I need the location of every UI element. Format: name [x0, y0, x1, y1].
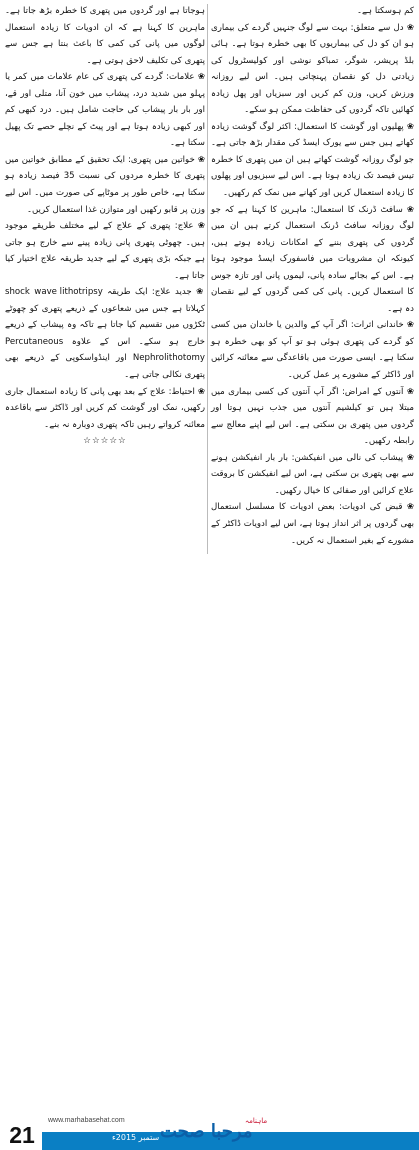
magazine-tag: ماہنامہ: [245, 1117, 268, 1125]
paragraph: کم ہوسکتا ہے۔: [356, 6, 414, 16]
paragraph: ❀ آنتوں کے امراض: اگر آپ آنتوں کی کسی بیماری میں مبتلا ہیں تو کیلشیم آنتوں میں جذب نہیں ہوتا اور گردوں میں پتھری بن سکتی ہے۔ اس لیے اپنے معالج سے رابطہ رکھیں۔: [211, 386, 414, 447]
paragraph: ہوجاتا ہے اور گردوں میں پتھری کا خطرہ بڑھ جاتا ہے۔ ماہرین کا کہنا ہے کہ ان ادویات کا زیادہ استعمال لوگوں میں پانی کی کمی کا باعث بنتا ہے جس سے پتھری کی تکلیف لاحق ہوتی ہے۔: [5, 6, 205, 66]
paragraph: ❀ پیشاب کی نالی میں انفیکشن: بار بار انفیکشن ہونے سے بھی پتھری بن سکتی ہے، اس لیے انفیکشن کا بروقت علاج کرائیں اور صفائی کا خیال رکھیں۔: [211, 452, 414, 496]
column-divider: [207, 4, 208, 554]
paragraph: ❀ خواتین میں پتھری: ایک تحقیق کے مطابق خواتین میں پتھری کا خطرہ مردوں کی نسبت 35 فیصد زیادہ ہو سکتا ہے، خاص طور پر موٹاپے کی صورت میں۔ اس لیے وزن پر قابو رکھیں اور متوازن غذا استعمال کریں۔: [5, 154, 205, 215]
page-footer: [0, 555, 419, 1148]
paragraph: ❀ جدید علاج: ایک طریقہ shock wave lithotripsy کہلاتا ہے جس میں شعاعوں کے ذریعے پتھری کو چھوٹے ٹکڑوں میں تقسیم کیا جاتا ہے تاکہ وہ پیشاب کے ذریعے خارج ہو سکے۔ اس کے علاوہ Percutaneous Nephrolithotomy اور اینڈواسکوپی کے ذریعے بھی پتھری نکالی جاتی ہے۔: [5, 287, 205, 381]
page-number: 21: [3, 1122, 41, 1148]
paragraph: ❀ دل سے متعلق: بہت سے لوگ جنہیں گردے کی بیماری ہو ان کو دل کی بیماریوں کا بھی خطرہ ہوتا ہے۔ ہائی بلڈ پریشر، شوگر، تمباکو نوشی اور کولیسٹرول کی زیادتی دل کو نقصان پہنچاتی ہیں۔ اس لیے روزانہ ورزش کریں، وزن کم کریں اور سبزیاں اور پھل زیادہ کھائیں تاکہ گردوں کی حفاظت ممکن ہو سکے۔: [211, 22, 414, 116]
paragraph: ❀ علامات: گردے کی پتھری کی عام علامات میں کمر یا پہلو میں شدید درد، پیشاب میں خون آنا، متلی اور قے، اور بار بار پیشاب کی حاجت شامل ہیں۔ درد کبھی کم اور کبھی زیادہ ہوتا ہے اور پیٹ کے نچلے حصے تک پھیل سکتا ہے۔: [5, 72, 205, 149]
magazine-logo: مرحبا صحت: [160, 1121, 253, 1142]
paragraph: ❀ قبض کی ادویات: بعض ادویات کا مسلسل استعمال بھی گردوں پر اثر انداز ہوتا ہے، اس لیے ادویات ڈاکٹر کے مشورے کے بغیر استعمال نہ کریں۔: [211, 502, 414, 546]
issue-date: ستمبر 2015ء: [112, 1133, 160, 1142]
paragraph: ❀ خاندانی اثرات: اگر آپ کے والدین یا خاندان میں کسی کو گردے کی پتھری ہوئی ہو تو آپ کو بھی خطرہ ہو سکتا ہے۔ ایسی صورت میں باقاعدگی سے معائنہ کرائیں اور ڈاکٹر کے مشورے پر عمل کریں۔: [211, 320, 414, 381]
paragraph: ❀ علاج: پتھری کے علاج کے لیے مختلف طریقے موجود ہیں۔ چھوٹی پتھری پانی زیادہ پینے سے خارج ہو جاتی ہے جبکہ بڑی پتھری کے لیے جدید طریقہ علاج اختیار کیا جاتا ہے۔: [5, 221, 205, 281]
paragraph: ❀ سافٹ ڈرنک کا استعمال: ماہرین کا کہنا ہے کہ جو لوگ روزانہ سافٹ ڈرنک استعمال کرتے ہیں ان میں گردوں کی پتھری بننے کے امکانات زیادہ ہوتے ہیں، کیونکہ ان مشروبات میں فاسفورک ایسڈ موجود ہوتا ہے۔ اس کے بجائے سادہ پانی، لیموں پانی اور تازہ جوس کا استعمال کریں۔ پانی کی کمی گردوں کے لیے نقصان دہ ہے۔: [211, 204, 414, 314]
left-column: [5, 3, 205, 450]
paragraph: ❀ احتیاط: علاج کے بعد بھی پانی کا زیادہ استعمال جاری رکھیں، نمک اور گوشت کم کریں اور ڈاکٹر سے باقاعدہ معائنہ کرواتے رہیں تاکہ پتھری دوبارہ نہ بنے۔: [5, 386, 205, 430]
paragraph: ❀ پھلیوں اور گوشت کا استعمال: اکثر لوگ گوشت زیادہ کھاتے ہیں جس سے یورک ایسڈ کی مقدار بڑھ جاتی ہے۔ جو لوگ روزانہ گوشت کھاتے ہیں ان میں پتھری کا خطرہ تیس فیصد تک زیادہ ہوتا ہے۔ اس لیے سبزیوں اور پھلوں کا زیادہ استعمال کریں اور کھانے میں نمک کم رکھیں۔: [211, 121, 414, 199]
website-link[interactable]: www.marhabasehat.com: [48, 1117, 125, 1124]
end-stars: ☆☆☆☆☆: [83, 436, 127, 447]
right-column: [211, 3, 414, 549]
